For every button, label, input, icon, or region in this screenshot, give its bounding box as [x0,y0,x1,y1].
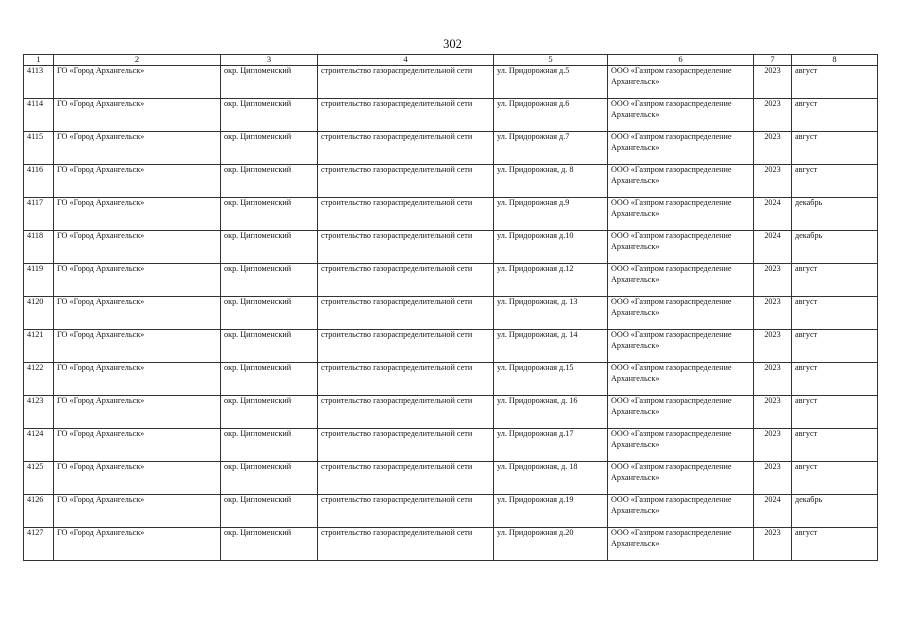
month-cell: август [792,66,878,99]
year-cell: 2023 [754,264,792,297]
row-number-cell: 4118 [24,231,54,264]
municipality-cell: ГО «Город Архангельск» [54,165,221,198]
row-number-cell: 4125 [24,462,54,495]
year-cell: 2023 [754,330,792,363]
municipality-cell: ГО «Город Архангельск» [54,66,221,99]
district-cell: окр. Цигломенский [221,495,318,528]
year-cell: 2023 [754,297,792,330]
work-description-cell: строительство газораспределительной сети [318,330,494,363]
municipality-cell: ГО «Город Архангельск» [54,99,221,132]
year-cell: 2024 [754,231,792,264]
column-header: 8 [792,55,878,66]
district-cell: окр. Цигломенский [221,330,318,363]
district-cell: окр. Цигломенский [221,429,318,462]
work-description-cell: строительство газораспределительной сети [318,528,494,561]
address-cell: ул. Придорожная д.15 [494,363,608,396]
work-description-cell: строительство газораспределительной сети [318,297,494,330]
work-description-cell: строительство газораспределительной сети [318,99,494,132]
table-row [24,198,878,231]
work-description-cell: строительство газораспределительной сети [318,396,494,429]
organization-cell: ООО «Газпром газораспределение Архангельск» [608,429,754,462]
district-cell: окр. Цигломенский [221,132,318,165]
address-cell: ул. Придорожная д.7 [494,132,608,165]
municipality-cell: ГО «Город Архангельск» [54,396,221,429]
row-number-cell: 4121 [24,330,54,363]
year-cell: 2024 [754,198,792,231]
address-cell: ул. Придорожная, д. 14 [494,330,608,363]
column-header: 5 [494,55,608,66]
table-row [24,297,878,330]
row-number-cell: 4120 [24,297,54,330]
address-cell: ул. Придорожная, д. 13 [494,297,608,330]
year-cell: 2023 [754,99,792,132]
row-number-cell: 4122 [24,363,54,396]
district-cell: окр. Цигломенский [221,396,318,429]
work-description-cell: строительство газораспределительной сети [318,495,494,528]
municipality-cell: ГО «Город Архангельск» [54,462,221,495]
month-cell: август [792,429,878,462]
district-cell: окр. Цигломенский [221,363,318,396]
row-number-cell: 4119 [24,264,54,297]
organization-cell: ООО «Газпром газораспределение Архангельск» [608,231,754,264]
month-cell: август [792,330,878,363]
work-description-cell: строительство газораспределительной сети [318,66,494,99]
year-cell: 2023 [754,462,792,495]
organization-cell: ООО «Газпром газораспределение Архангельск» [608,165,754,198]
municipality-cell: ГО «Город Архангельск» [54,495,221,528]
district-cell: окр. Цигломенский [221,165,318,198]
district-cell: окр. Цигломенский [221,198,318,231]
organization-cell: ООО «Газпром газораспределение Архангельск» [608,462,754,495]
organization-cell: ООО «Газпром газораспределение Архангельск» [608,363,754,396]
month-cell: август [792,297,878,330]
district-cell: окр. Цигломенский [221,231,318,264]
row-number-cell: 4127 [24,528,54,561]
municipality-cell: ГО «Город Архангельск» [54,264,221,297]
month-cell: август [792,132,878,165]
address-cell: ул. Придорожная д.9 [494,198,608,231]
address-cell: ул. Придорожная д.20 [494,528,608,561]
column-header: 6 [608,55,754,66]
column-header: 3 [221,55,318,66]
organization-cell: ООО «Газпром газораспределение Архангельск» [608,330,754,363]
row-number-cell: 4126 [24,495,54,528]
row-number-cell: 4114 [24,99,54,132]
district-cell: окр. Цигломенский [221,462,318,495]
column-header: 7 [754,55,792,66]
work-description-cell: строительство газораспределительной сети [318,429,494,462]
address-cell: ул. Придорожная д.10 [494,231,608,264]
table-row [24,132,878,165]
column-number-row [24,55,878,66]
year-cell: 2023 [754,165,792,198]
row-number-cell: 4116 [24,165,54,198]
municipality-cell: ГО «Город Архангельск» [54,330,221,363]
page-number: 302 [443,37,462,51]
address-cell: ул. Придорожная д.6 [494,99,608,132]
work-description-cell: строительство газораспределительной сети [318,198,494,231]
table-row [24,231,878,264]
row-number-cell: 4113 [24,66,54,99]
address-cell: ул. Придорожная д.12 [494,264,608,297]
table-row [24,429,878,462]
work-description-cell: строительство газораспределительной сети [318,462,494,495]
municipality-cell: ГО «Город Архангельск» [54,231,221,264]
column-header: 1 [24,55,54,66]
register-table [23,54,878,561]
table-row [24,363,878,396]
month-cell: август [792,528,878,561]
work-description-cell: строительство газораспределительной сети [318,165,494,198]
municipality-cell: ГО «Город Архангельск» [54,429,221,462]
year-cell: 2023 [754,132,792,165]
table-header [24,55,878,66]
district-cell: окр. Цигломенский [221,297,318,330]
row-number-cell: 4115 [24,132,54,165]
year-cell: 2023 [754,363,792,396]
work-description-cell: строительство газораспределительной сети [318,231,494,264]
district-cell: окр. Цигломенский [221,528,318,561]
municipality-cell: ГО «Город Архангельск» [54,198,221,231]
table-row [24,66,878,99]
table-body [24,66,878,561]
organization-cell: ООО «Газпром газораспределение Архангельск» [608,396,754,429]
district-cell: окр. Цигломенский [221,264,318,297]
table-row [24,99,878,132]
table-row [24,165,878,198]
month-cell: декабрь [792,495,878,528]
table-row [24,396,878,429]
organization-cell: ООО «Газпром газораспределение Архангельск» [608,297,754,330]
organization-cell: ООО «Газпром газораспределение Архангельск» [608,198,754,231]
month-cell: декабрь [792,231,878,264]
municipality-cell: ГО «Город Архангельск» [54,297,221,330]
municipality-cell: ГО «Город Архангельск» [54,132,221,165]
month-cell: август [792,363,878,396]
table-row [24,528,878,561]
column-header: 4 [318,55,494,66]
month-cell: август [792,396,878,429]
year-cell: 2023 [754,528,792,561]
organization-cell: ООО «Газпром газораспределение Архангельск» [608,66,754,99]
month-cell: август [792,462,878,495]
table-row [24,495,878,528]
district-cell: окр. Цигломенский [221,66,318,99]
address-cell: ул. Придорожная, д. 18 [494,462,608,495]
month-cell: август [792,264,878,297]
address-cell: ул. Придорожная д.17 [494,429,608,462]
month-cell: август [792,165,878,198]
table-row [24,462,878,495]
address-cell: ул. Придорожная, д. 16 [494,396,608,429]
year-cell: 2024 [754,495,792,528]
year-cell: 2023 [754,66,792,99]
row-number-cell: 4117 [24,198,54,231]
municipality-cell: ГО «Город Архангельск» [54,363,221,396]
year-cell: 2023 [754,429,792,462]
table-row [24,330,878,363]
organization-cell: ООО «Газпром газораспределение Архангельск» [608,528,754,561]
work-description-cell: строительство газораспределительной сети [318,132,494,165]
organization-cell: ООО «Газпром газораспределение Архангельск» [608,99,754,132]
month-cell: август [792,99,878,132]
address-cell: ул. Придорожная д.19 [494,495,608,528]
month-cell: декабрь [792,198,878,231]
table-row [24,264,878,297]
address-cell: ул. Придорожная, д. 8 [494,165,608,198]
row-number-cell: 4123 [24,396,54,429]
work-description-cell: строительство газораспределительной сети [318,264,494,297]
work-description-cell: строительство газораспределительной сети [318,363,494,396]
district-cell: окр. Цигломенский [221,99,318,132]
address-cell: ул. Придорожная д.5 [494,66,608,99]
year-cell: 2023 [754,396,792,429]
organization-cell: ООО «Газпром газораспределение Архангельск» [608,264,754,297]
row-number-cell: 4124 [24,429,54,462]
organization-cell: ООО «Газпром газораспределение Архангельск» [608,132,754,165]
column-header: 2 [54,55,221,66]
organization-cell: ООО «Газпром газораспределение Архангельск» [608,495,754,528]
municipality-cell: ГО «Город Архангельск» [54,528,221,561]
